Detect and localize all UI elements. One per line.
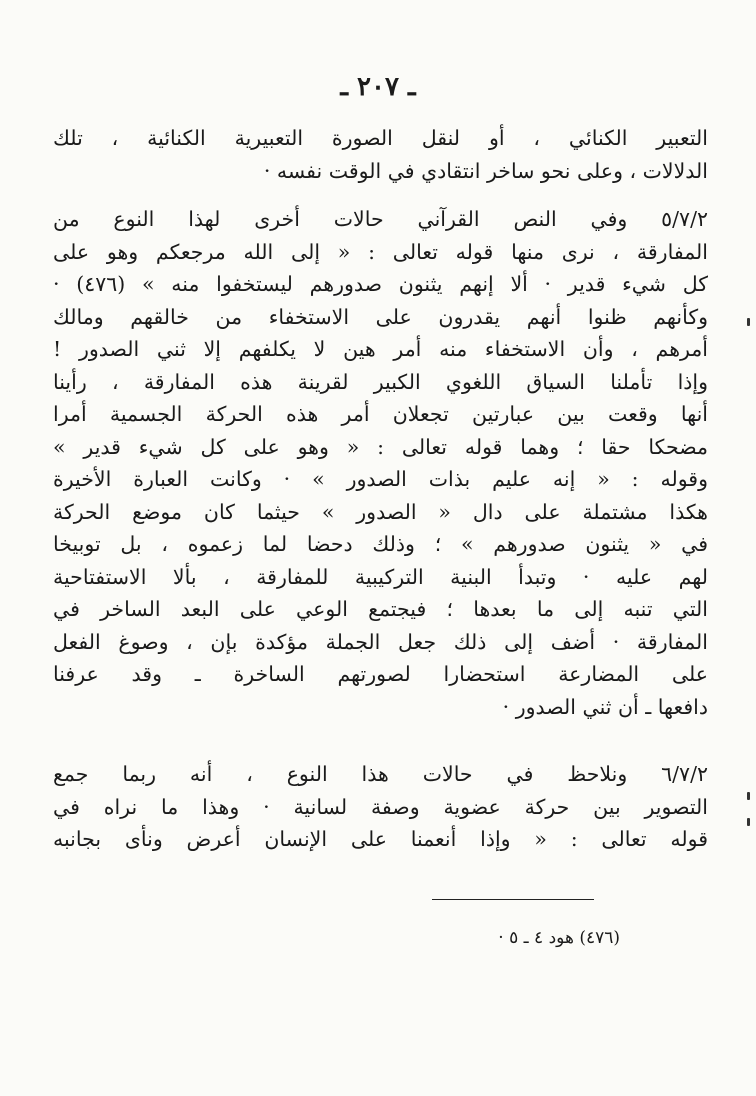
text-line: لهم عليه · وتبدأ البنية التركيبية للمفارقة ، بألا الاستفتاحية xyxy=(53,564,708,589)
footnote: (٤٧٦) هود ٤ ـ ٥ · xyxy=(498,928,620,948)
text-line: المفارقة · أضف إلى ذلك جعل الجملة مؤكدة بإن ، وصوغ الفعل xyxy=(53,629,708,654)
scan-edge-mark xyxy=(747,318,750,326)
footnote-divider xyxy=(432,899,594,900)
text-line: ٥/٧/٢ وفي النص القرآني حالات أخرى لهذا النوع من xyxy=(53,207,708,231)
paragraph-2 xyxy=(53,203,708,723)
text-line: كل شيء قدير · ألا إنهم يثنون صدورهم ليستخفوا منه » (٤٧٦) · xyxy=(53,272,708,296)
scan-edge-mark xyxy=(747,792,750,800)
text-line: دافعها ـ أن ثني الصدور · xyxy=(502,694,708,719)
text-paragraph xyxy=(53,203,708,723)
text-line: أنها وقعت بين عبارتين تجعلان أمر هذه الحركة الجسمية أمرا xyxy=(53,402,708,426)
text-line: وقوله : « إنه عليم بذات الصدور » · وكانت العبارة الأخيرة xyxy=(53,467,708,491)
text-line: وكأنهم ظنوا أنهم يقدرون على الاستخفاء من خالقهم ومالك xyxy=(53,304,708,329)
text-line: الدلالات ، وعلى نحو ساخر انتقادي في الوقت نفسه · xyxy=(263,158,708,183)
text-line: التصوير بين حركة عضوية وصفة لسانية · وهذا ما نراه في xyxy=(53,794,708,819)
page-number: ـ ٢٠٧ ـ xyxy=(340,72,416,102)
text-paragraph xyxy=(53,122,708,187)
text-line: أمرهم ، وأن الاستخفاء منه أمر هين لا يكلفهم إلا ثني الصدور ! xyxy=(53,337,708,361)
paragraph-3 xyxy=(53,758,708,856)
text-line: ٦/٧/٢ ونلاحظ في حالات هذا النوع ، أنه ربما جمع xyxy=(53,762,708,786)
scan-edge-mark xyxy=(747,818,750,826)
text-line: هكذا مشتملة على دال « الصدور » حيثما كان موضع الحركة xyxy=(53,499,708,524)
text-line: التعبير الكنائي ، أو لنقل الصورة التعبيرية الكنائية ، تلك xyxy=(53,126,708,150)
text-paragraph xyxy=(53,758,708,856)
text-line: التي تنبه إلى ما بعدها ؛ فيجتمع الوعي على البعد الساخر في xyxy=(53,597,708,621)
text-line: مضحكا حقا ؛ وهما قوله تعالى : « وهو على كل شيء قدير » xyxy=(53,434,708,459)
text-line: على المضارعة استحضارا لصورتهم الساخرة ـ وقد عرفنا xyxy=(53,662,708,686)
text-line: وإذا تأملنا السياق اللغوي الكبير لقرينة هذه المفارقة ، رأينا xyxy=(53,369,708,394)
text-line: في « يثنون صدورهم » ؛ وذلك دحضا لما زعموه ، بل توبيخا xyxy=(53,532,708,556)
text-line: المفارقة ، نرى منها قوله تعالى : « إلى الله مرجعكم وهو على xyxy=(53,239,708,264)
paragraph-1 xyxy=(53,122,708,187)
text-line: قوله تعالى : « وإذا أنعمنا على الإنسان أعرض ونأى بجانبه xyxy=(53,827,708,851)
